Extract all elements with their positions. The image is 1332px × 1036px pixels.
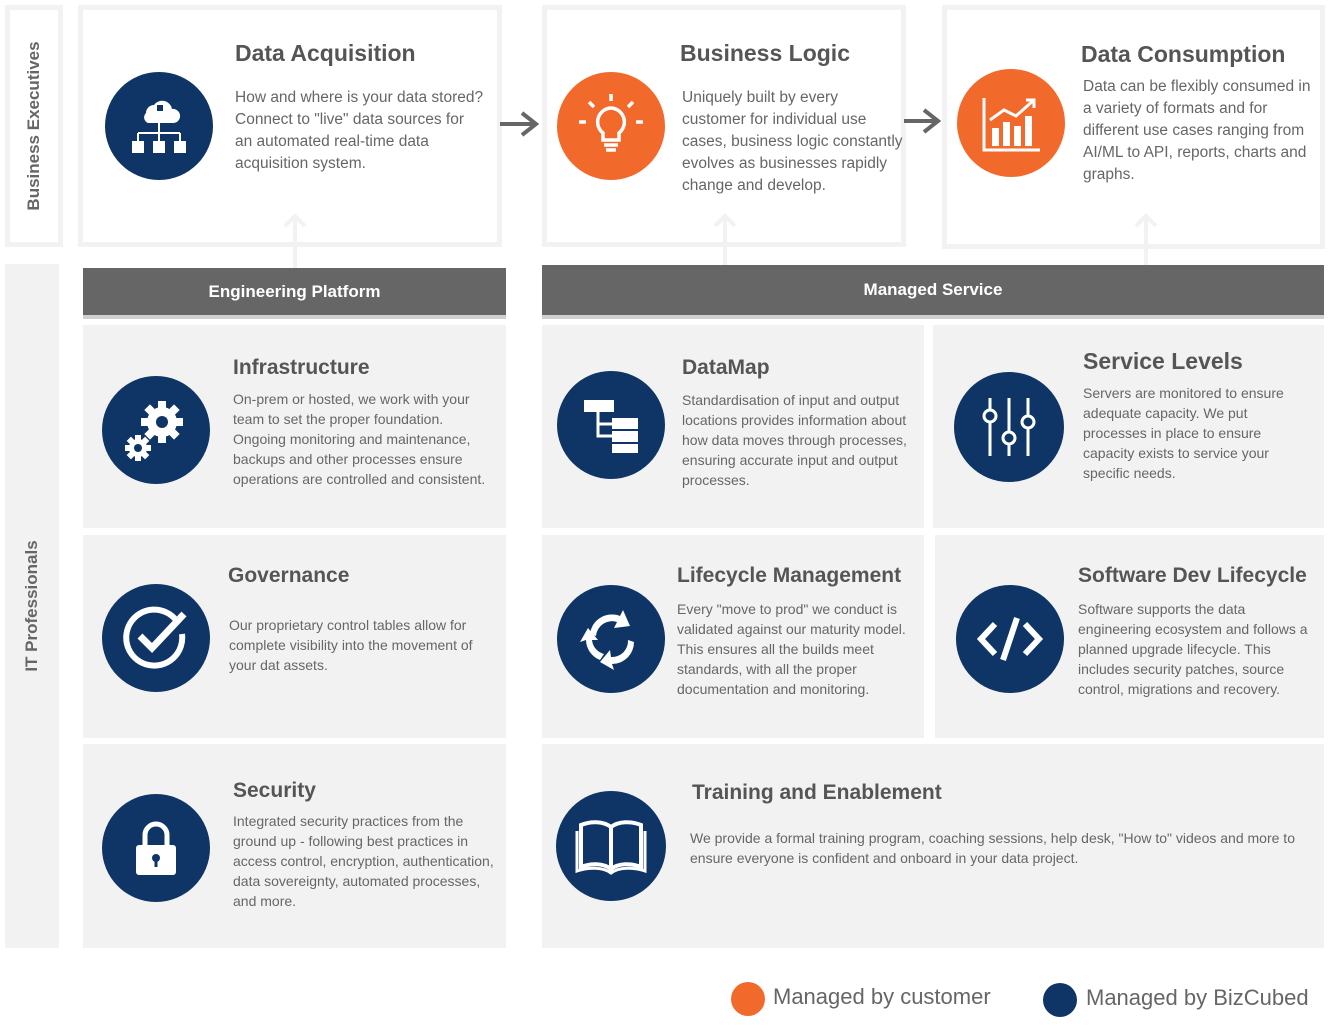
up-arrow-icon — [283, 212, 307, 268]
legend-bizcubed-swatch — [1043, 983, 1077, 1017]
training-enablement-card — [542, 744, 1324, 948]
data-acquisition-card — [78, 5, 502, 247]
card-text: We provide a formal training program, coaching sessions, help desk, "How to" videos and more to ensure everyone is confident and onboard in your data project. — [690, 830, 1295, 866]
up-arrow-icon — [713, 212, 737, 268]
cloud-network-icon — [105, 72, 213, 180]
card-text: Uniquely built by every customer for individual use cases, business logic constantly evolves as businesses rapidly change and develop. — [682, 89, 903, 194]
security-card — [83, 744, 506, 948]
lightbulb-icon — [557, 72, 665, 180]
card-title: Data Consumption — [1081, 41, 1286, 67]
lifecycle-management-card — [542, 535, 924, 738]
code-icon — [956, 585, 1064, 693]
open-book-icon — [556, 791, 666, 901]
card-text: How and where is your data stored? Connect to "live" data sources for an automated real-time data acquisition system. — [235, 89, 484, 172]
card-title: Software Dev Lifecycle — [1078, 564, 1307, 587]
business-executives-label: Business Executives — [24, 41, 43, 211]
managed-service-header: Managed Service — [542, 265, 1324, 319]
card-title: Training and Enablement — [692, 781, 942, 804]
card-title: Business Logic — [680, 40, 850, 66]
card-title: Service Levels — [1083, 348, 1243, 374]
business-executives-panel — [5, 5, 63, 247]
card-text: On-prem or hosted, we work with your team to set the proper foundation. Ongoing monitoring and maintenance, backups and other processes ensure operations are controlled and consistent. — [233, 391, 486, 487]
card-text: Data can be flexibly consumed in a variety of formats and for different use cases ranging from AI/ML to API, reports, charts and graphs. — [1083, 78, 1311, 183]
card-title: Infrastructure — [233, 356, 370, 379]
cycle-arrows-icon — [557, 585, 665, 693]
card-title: Security — [233, 779, 316, 802]
padlock-icon — [102, 794, 210, 902]
engineering-platform-header: Engineering Platform — [83, 268, 506, 319]
business-logic-card — [542, 5, 906, 247]
legend-bizcubed-label: Managed by BizCubed — [1086, 985, 1309, 1010]
sliders-icon — [954, 372, 1064, 482]
card-title: Governance — [228, 564, 350, 587]
service-levels-card — [933, 325, 1324, 528]
card-text: Servers are monitored to ensure adequate capacity. We put processes in place to ensure capacity exists to service your specific needs. — [1083, 385, 1284, 481]
card-title: DataMap — [682, 356, 770, 379]
right-arrow-icon — [902, 107, 944, 135]
right-arrow-icon — [498, 110, 542, 138]
it-professionals-label: IT Professionals — [22, 540, 41, 672]
software-dev-lifecycle-card — [935, 535, 1324, 738]
card-text: Software supports the data engineering ecosystem and follows a planned upgrade lifecycle. This includes security patches, source control, migrations and recovery. — [1078, 601, 1308, 697]
legend-customer-swatch — [731, 982, 765, 1016]
card-title: Data Acquisition — [235, 40, 416, 66]
card-text: Every "move to prod" we conduct is validated against our maturity model. This ensures all the builds meet standards, with all the proper documentation and monitoring. — [677, 601, 906, 697]
it-professionals-panel — [5, 264, 59, 948]
gears-icon — [102, 376, 210, 484]
card-text: Standardisation of input and output locations provides information about how data moves through processes, ensuring accurate input and output processes. — [682, 392, 907, 488]
legend-customer-label: Managed by customer — [773, 984, 991, 1009]
governance-card — [83, 535, 506, 738]
card-text: Integrated security practices from the ground up - following best practices in access control, encryption, authentication, data sovereignty, automated processes, and more. — [233, 813, 494, 909]
flow-map-icon — [557, 371, 665, 479]
datamap-card — [542, 325, 924, 528]
card-text: Our proprietary control tables allow for complete visibility into the movement of your dat assets. — [229, 617, 473, 673]
card-title: Lifecycle Management — [677, 564, 902, 587]
check-circle-icon — [102, 584, 210, 692]
bar-chart-icon — [957, 69, 1065, 177]
up-arrow-icon — [1134, 212, 1158, 268]
infrastructure-card — [83, 325, 506, 528]
